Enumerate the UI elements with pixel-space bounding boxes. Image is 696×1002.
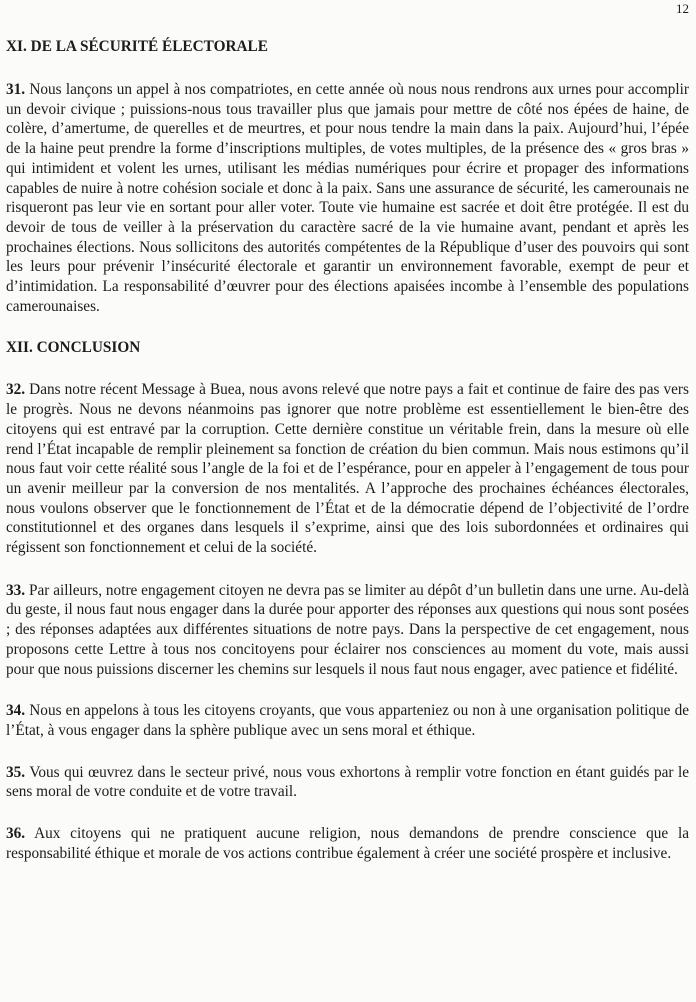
paragraph-number: 36. [6,825,26,843]
paragraph-text: Nous en appelons à tous les citoyens croyants, que vous apparteniez ou non à une organisation politique de l’État, à vous engager dans la sphère publique avec un sens moral et éthique. [6,702,690,739]
section-heading-conclusion: XII. CONCLUSION [6,339,141,357]
paragraph-text: Aux citoyens qui ne pratiquent aucune religion, nous demandons de prendre conscience que la responsabilité éthique et morale de vos actions contribue également à créer une société prospère et inclusive. [6,825,690,862]
paragraph-text: Vous qui œuvrez dans le secteur privé, nous vous exhortons à remplir votre fonction en étant guidés par le sens moral de votre conduite et de votre travail. [6,763,689,801]
paragraph-35 [6,763,689,802]
paragraph-34 [6,701,689,740]
paragraph-text: Dans notre récent Message à Buea, nous avons relevé que notre pays a fait et continue de faire des pas vers le progrès. Nous ne devons néanmoins pas ignorer que notre problème est essentiellement le bien-être des citoyens qui est entravé par la corruption. Cette dernière constitue un véritable frein, dans la mesure où elle rend l’État incapable de remplir pleinement sa fonction de création du bien commun. Mais nous estimons qu’il nous faut voir cette réalité sous l’angle de la foi et de l’espérance, pour en appeler à l’engagement de tous pour un avenir meilleur par la conversion de nos mentalités. A l’approche des prochaines échéances électorales, nous voulons observer que le fonctionnement de l’État et de la démocratie dépend de l’objectivité de l’ordre constitutionnel et des organes dans lesquels il s’exprime, ainsi que des lois subordonnées et ordinaires qui régissent son fonctionnement et celui de la société. [6,381,689,557]
paragraph-31 [6,80,689,316]
page-number: 12 [676,1,689,16]
section-heading-securite-electorale: XI. DE LA SÉCURITÉ ÉLECTORALE [6,38,268,55]
paragraph-text: Nous lançons un appel à nos compatriotes, en cette année où nous nous rendrons aux urnes pour accomplir un devoir civique ; puissions-nous tous travailler plus que jamais pour mettre de côté nos épées de haine, de colère, d’amertume, de querelles et de meurtres, et pour nous tendre la main dans la paix. Aujourd’hui, l’épée de la haine peut prendre la forme d’inscriptions multiples, de votes multiples, de la présence des « gros bras » qui intimident et volent les urnes, utilisant les médias numériques pour écrire et propager des informations capables de nuire à notre cohésion sociale et donc à la paix. Sans une assurance de sécurité, les camerounais ne risqueront pas leur vie en sortant pour aller voter. Toute vie humaine est sacrée et doit être protégée. Il est du devoir de tous de veiller à la préservation du caractère sacré de la vie humaine avant, pendant et après les prochaines élections. Nous sollicitons des autorités compétentes de la République d’user des pouvoirs qui sont les leurs pour prévenir l’insécurité électorale et garantir un environnement favorable, exempt de peur et d’intimidation. La responsabilité d’œuvrer pour des élections apaisées incombe à l’ensemble des populations camerounaises. [6,81,689,315]
paragraph-number: 34. [6,702,26,720]
paragraph-32 [6,380,689,557]
paragraph-33 [6,581,689,680]
paragraph-number: 35. [6,763,26,781]
paragraph-text: Par ailleurs, notre engagement citoyen ne devra pas se limiter au dépôt d’un bulletin dans une urne. Au-delà du geste, il nous faut nous engager dans la durée pour apporter des réponses aux questions qui nous sont posées ; des réponses adaptées aux différentes situations de notre pays. Dans la perspective de cet engagement, nous proposons cette Lettre à tous nos concitoyens pour éclairer nos consciences au moment du vote, mais aussi pour que nous puissions discerner les chemins sur lesquels il nous faut nous engager, avec patience et fidélité. [6,581,690,678]
paragraph-36 [6,824,689,863]
paragraph-number: 33. [6,581,26,599]
paragraph-number: 32. [6,381,26,399]
paragraph-number: 31. [6,81,26,98]
